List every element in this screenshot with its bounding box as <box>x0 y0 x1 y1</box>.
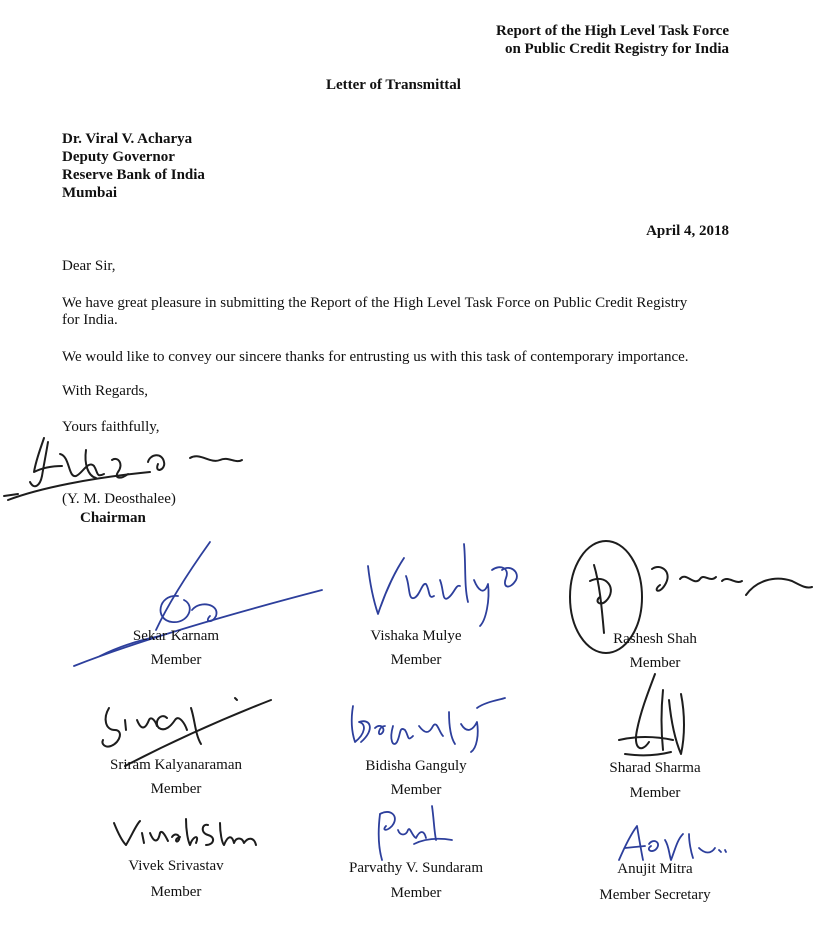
addressee-organisation: Reserve Bank of India <box>62 167 205 183</box>
signatory-role: Member <box>390 885 442 901</box>
signatory-name: Sharad Sharma <box>609 760 701 776</box>
signatory-name: Sekar Karnam <box>132 628 220 644</box>
signatory-role: Member <box>150 884 202 900</box>
signatory-name: Parvathy V. Sundaram <box>348 860 484 876</box>
chairman-title: Chairman <box>80 510 146 526</box>
signatory-role: Member <box>390 652 442 668</box>
signatory-name: Sriram Kalyanaraman <box>109 757 243 773</box>
signatory-name: Vishaka Mulye <box>370 628 462 644</box>
signatory-name: Rashesh Shah <box>613 631 697 647</box>
signatory-role: Member <box>150 781 202 797</box>
signature-parvathy-sundaram <box>370 800 460 865</box>
closing-yours-faithfully: Yours faithfully, <box>62 419 160 435</box>
signature-bidisha-ganguly <box>345 690 510 755</box>
addressee-name: Dr. Viral V. Acharya <box>62 131 193 147</box>
signatory-role: Member <box>150 652 202 668</box>
signatory-role: Member <box>629 785 681 801</box>
letter-title: Letter of Transmittal <box>326 77 461 93</box>
body-paragraph-1-line-1: We have great pleasure in submitting the Report of the High Level Task Force on Public Credit Registry <box>62 295 688 311</box>
report-title-line1: Report of the High Level Task Force <box>495 23 729 39</box>
body-paragraph-1-line-2: for India. <box>62 312 118 328</box>
signature-vivek-srivastav <box>110 815 260 860</box>
salutation: Dear Sir, <box>62 258 116 274</box>
signatory-role: Member <box>390 782 442 798</box>
signature-anujit-mitra <box>615 820 730 865</box>
addressee-city: Mumbai <box>62 185 118 201</box>
addressee-designation: Deputy Governor <box>62 149 175 165</box>
signatory-role: Member Secretary <box>599 887 711 903</box>
signatory-name: Bidisha Ganguly <box>365 758 467 774</box>
report-title-line2: on Public Credit Registry for India <box>504 41 729 57</box>
signatory-name: Vivek Srivastav <box>128 858 224 874</box>
signature-vishaka-mulye <box>360 540 530 630</box>
letter-date: April 4, 2018 <box>646 223 729 239</box>
signatory-role: Member <box>629 655 681 671</box>
signatory-name: Anujit Mitra <box>617 861 693 877</box>
chairman-name: (Y. M. Deosthalee) <box>62 491 176 507</box>
closing-regards: With Regards, <box>62 383 149 399</box>
body-paragraph-2: We would like to convey our sincere thanks for entrusting us with this task of contemporary importance. <box>62 349 689 365</box>
